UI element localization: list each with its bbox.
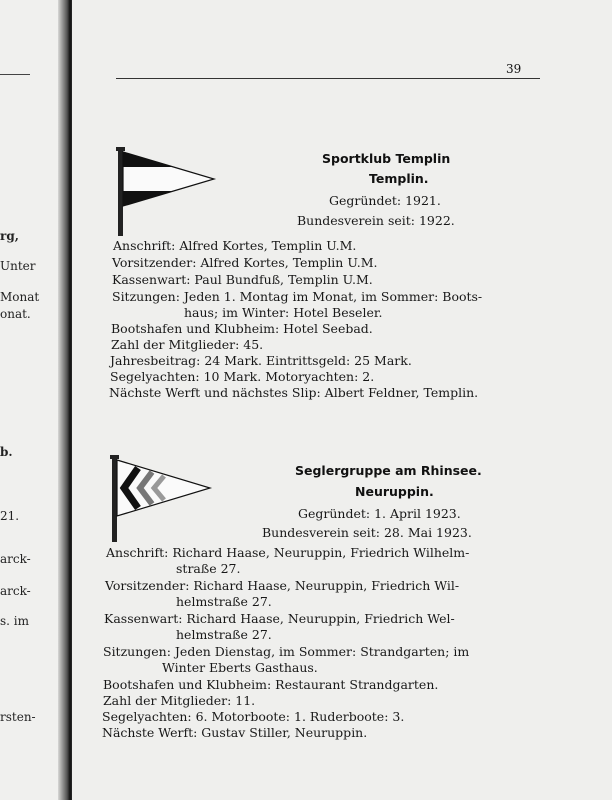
left-fragment: onat. [0, 307, 31, 321]
detail-line: Bootshafen und Klubheim: Restaurant Strandgarten. [103, 677, 439, 692]
detail-line: Nächste Werft: Gustav Stiller, Neuruppin. [102, 725, 368, 740]
detail-line: Sitzungen: Jeden Dienstag, im Sommer: Strandgarten; im [103, 644, 470, 659]
detail-line: helmstraße 27. [176, 627, 272, 642]
detail-line: Winter Eberts Gasthaus. [162, 660, 318, 675]
left-fragment: 21. [0, 509, 20, 523]
detail-line: Zahl der Mitglieder: 11. [103, 693, 256, 708]
detail-line: Zahl der Mitglieder: 45. [111, 337, 264, 352]
book-page [72, 0, 612, 800]
left-fragment: arck- [0, 552, 31, 566]
detail-line: helmstraße 27. [176, 594, 272, 609]
left-header-rule [0, 74, 30, 75]
detail-line: Segelyachten: 10 Mark. Motoryachten: 2. [110, 369, 375, 384]
detail-line: Jahresbeitrag: 24 Mark. Eintrittsgeld: 25 Mark. [110, 353, 412, 368]
left-fragment: arck- [0, 584, 31, 598]
detail-line: Vorsitzender: Alfred Kortes, Templin U.M. [112, 255, 378, 270]
detail-line: haus; im Winter: Hotel Beseler. [184, 305, 383, 320]
detail-line: Nächste Werft und nächstes Slip: Albert Feldner, Templin. [109, 385, 479, 400]
left-fragment: b. [0, 445, 13, 459]
club-name: Sportklub Templin [322, 151, 451, 166]
club-location: Neuruppin. [355, 484, 434, 499]
founded-line: Gegründet: 1921. [329, 193, 441, 208]
founded-line: Gegründet: 1. April 1923. [298, 506, 461, 521]
detail-line: Kassenwart: Paul Bundfuß, Templin U.M. [112, 272, 373, 287]
detail-line: straße 27. [176, 561, 241, 576]
detail-line: Vorsitzender: Richard Haase, Neuruppin, Friedrich Wil- [105, 578, 460, 593]
left-fragment: Monat [0, 290, 40, 304]
detail-line: Sitzungen: Jeden 1. Montag im Monat, im Sommer: Boots- [112, 289, 483, 304]
left-fragment: rg, [0, 229, 19, 243]
member-since-line: Bundesverein seit: 28. Mai 1923. [262, 525, 472, 540]
member-since-line: Bundesverein seit: 1922. [297, 213, 455, 228]
left-fragment: rsten- [0, 710, 36, 724]
left-fragment: s. im [0, 614, 30, 628]
left-fragment: Unter [0, 259, 36, 273]
pennant-flag-icon [114, 146, 218, 238]
detail-line: Bootshafen und Klubheim: Hotel Seebad. [111, 321, 373, 336]
club-name: Seglergruppe am Rhinsee. [295, 463, 482, 478]
header-rule [116, 78, 540, 79]
detail-line: Kassenwart: Richard Haase, Neuruppin, Friedrich Wel- [104, 611, 455, 626]
page-number: 39 [506, 62, 522, 76]
pennant-flag-icon [108, 454, 214, 544]
detail-line: Segelyachten: 6. Motorboote: 1. Ruderboote: 3. [102, 709, 405, 724]
detail-line: Anschrift: Alfred Kortes, Templin U.M. [113, 238, 357, 253]
detail-line: Anschrift: Richard Haase, Neuruppin, Friedrich Wilhelm- [106, 545, 470, 560]
club-location: Templin. [369, 171, 429, 186]
